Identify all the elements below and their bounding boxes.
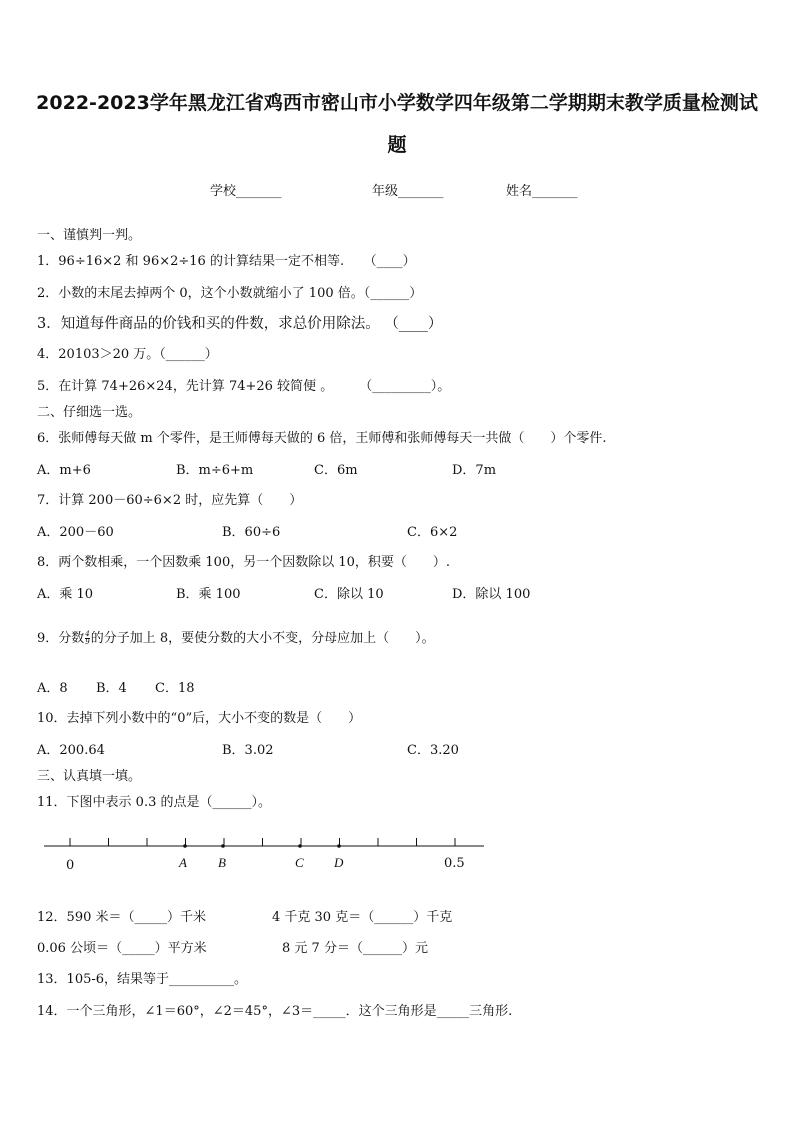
point-a-dot [183,844,187,848]
question-3: 3．知道每件商品的价钱和买的件数，求总价用除法。 （____） [37,316,443,332]
q10-option-b: B．3.02 [222,743,274,758]
q9-option-c: C．18 [155,681,195,696]
q6-option-d: D．7m [452,463,497,478]
q9-option-b: B．4 [96,681,127,696]
number-line-end-label: 0.5 [444,856,465,871]
question-4: 4．20103＞20 万。（______） [37,347,218,362]
number-line [40,832,490,862]
exam-title-line1: 2022-2023学年黑龙江省鸡西市密山市小学数学四年级第二学期期末教学质量检测试 [36,92,758,114]
question-14: 14．一个三角形，∠1＝60°，∠2＝45°，∠3＝_____．这个三角形是_____三角形. [37,1004,513,1019]
question-12-part-c: 0.06 公顷＝（_____）平方米 [37,941,207,956]
point-b-label: B [218,855,226,870]
section2-heading: 二、仔细选一选。 [37,405,142,420]
question-12-part-a: 12．590 米＝（_____）千米 [37,910,206,925]
question-12-part-d: 8 元 7 分＝（______）元 [282,941,428,956]
q6-option-a: A．m+6 [37,463,91,478]
question-1: 1．96÷16×2 和 96×2÷16 的计算结果一定不相等. （____） [37,254,416,269]
number-line-ticks [70,838,455,846]
q9-option-a: A．8 [37,681,68,696]
exam-title-line2: 题 [387,134,407,156]
school-field: 学校_______ [210,184,282,199]
q8-option-a: A．乘 10 [37,587,94,602]
q8-option-b: B．乘 100 [176,587,241,602]
point-c-label: C [295,855,304,870]
q10-option-c: C．3.20 [407,743,459,758]
point-c-dot [298,844,302,848]
question-9 [37,627,435,646]
question-12-part-b: 4 千克 30 克＝（______）千克 [272,910,453,925]
name-field: 姓名_______ [506,184,578,199]
q7-option-b: B．60÷6 [222,525,281,540]
section1-heading: 一、谨慎判一判。 [37,228,142,243]
q9-fraction [85,631,89,646]
point-a-label: A [179,855,187,870]
q7-option-a: A．200－60 [37,525,114,540]
q6-option-c: C．6m [314,463,358,478]
q9-text-end: 的分子加上 8，要使分数的大小不变，分母应加上（ ）。 [90,631,435,646]
question-5: 5．在计算 74+26×24，先计算 74+26 较简便 。 （_________）。 [37,379,451,394]
question-8: 8．两个数相乘，一个因数乘 100，另一个因数除以 10，积要（ ）. [37,555,451,570]
q8-option-c: C．除以 10 [314,587,384,602]
point-d-dot [337,844,341,848]
point-d-label: D [334,855,344,870]
question-2: 2．小数的末尾去掉两个 0，这个小数就缩小了 100 倍。（______） [37,286,423,301]
question-7: 7．计算 200－60÷6×2 时，应先算（ ） [37,493,303,508]
q7-option-c: C．6×2 [407,525,458,540]
grade-field: 年级_______ [372,184,444,199]
question-6: 6．张师傅每天做 m 个零件，是王师傅每天做的 6 倍，王师傅和张师傅每天一共做（ ）个零件. [37,431,607,446]
question-13: 13．105-6，结果等于__________。 [37,972,248,987]
section3-heading: 三、认真填一填。 [37,769,142,784]
q10-option-a: A．200.64 [37,743,105,758]
q8-option-d: D．除以 100 [452,587,531,602]
number-line-start-label: 0 [66,858,75,873]
question-11: 11．下图中表示 0.3 的点是（______）。 [37,795,271,810]
q9-text-start: 9．分数 [37,631,85,646]
q6-option-b: B．m÷6+m [176,463,254,478]
question-10: 10．去掉下列小数中的“0”后，大小不变的数是（ ） [37,711,362,726]
q9-fraction-numerator: 4 [85,630,90,638]
point-b-dot [221,844,225,848]
q9-fraction-denominator: 9 [85,638,90,646]
